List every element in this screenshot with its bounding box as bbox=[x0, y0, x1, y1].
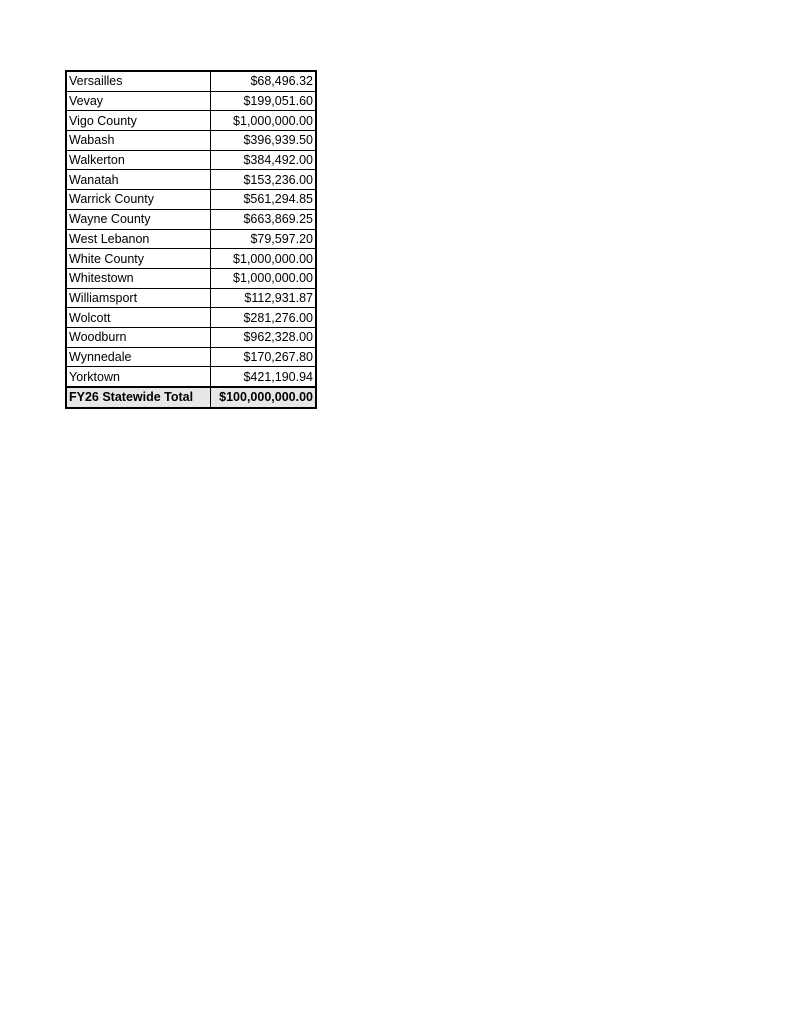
recipient-name: Warrick County bbox=[66, 190, 210, 210]
table-row bbox=[66, 347, 316, 367]
table-row bbox=[66, 229, 316, 249]
award-amount: $384,492.00 bbox=[210, 150, 316, 170]
award-amount: $199,051.60 bbox=[210, 91, 316, 111]
funding-table-body bbox=[66, 71, 316, 408]
award-amount: $962,328.00 bbox=[210, 327, 316, 347]
award-amount: $281,276.00 bbox=[210, 308, 316, 328]
total-row bbox=[66, 387, 316, 408]
table-row bbox=[66, 170, 316, 190]
table-row bbox=[66, 131, 316, 151]
recipient-name: Versailles bbox=[66, 71, 210, 91]
table-row bbox=[66, 71, 316, 91]
award-amount: $421,190.94 bbox=[210, 367, 316, 387]
recipient-name: Woodburn bbox=[66, 327, 210, 347]
award-amount: $170,267.80 bbox=[210, 347, 316, 367]
table-row bbox=[66, 268, 316, 288]
award-amount: $112,931.87 bbox=[210, 288, 316, 308]
total-label: FY26 Statewide Total bbox=[66, 387, 210, 408]
table-row bbox=[66, 327, 316, 347]
award-amount: $68,496.32 bbox=[210, 71, 316, 91]
recipient-name: Wabash bbox=[66, 131, 210, 151]
recipient-name: Wanatah bbox=[66, 170, 210, 190]
recipient-name: Vigo County bbox=[66, 111, 210, 131]
award-amount: $1,000,000.00 bbox=[210, 268, 316, 288]
award-amount: $1,000,000.00 bbox=[210, 249, 316, 269]
table-row bbox=[66, 288, 316, 308]
award-amount: $663,869.25 bbox=[210, 209, 316, 229]
recipient-name: Wayne County bbox=[66, 209, 210, 229]
total-amount: $100,000,000.00 bbox=[210, 387, 316, 408]
table-row bbox=[66, 367, 316, 387]
award-amount: $79,597.20 bbox=[210, 229, 316, 249]
award-amount: $396,939.50 bbox=[210, 131, 316, 151]
table-row bbox=[66, 209, 316, 229]
recipient-name: Yorktown bbox=[66, 367, 210, 387]
recipient-name: Walkerton bbox=[66, 150, 210, 170]
recipient-name: White County bbox=[66, 249, 210, 269]
funding-table bbox=[65, 70, 317, 409]
table-row bbox=[66, 91, 316, 111]
recipient-name: Wynnedale bbox=[66, 347, 210, 367]
recipient-name: Williamsport bbox=[66, 288, 210, 308]
table-row bbox=[66, 308, 316, 328]
award-amount: $1,000,000.00 bbox=[210, 111, 316, 131]
table-row bbox=[66, 249, 316, 269]
table-row bbox=[66, 190, 316, 210]
table-row bbox=[66, 150, 316, 170]
recipient-name: Vevay bbox=[66, 91, 210, 111]
recipient-name: West Lebanon bbox=[66, 229, 210, 249]
recipient-name: Whitestown bbox=[66, 268, 210, 288]
table-row bbox=[66, 111, 316, 131]
award-amount: $561,294.85 bbox=[210, 190, 316, 210]
recipient-name: Wolcott bbox=[66, 308, 210, 328]
award-amount: $153,236.00 bbox=[210, 170, 316, 190]
